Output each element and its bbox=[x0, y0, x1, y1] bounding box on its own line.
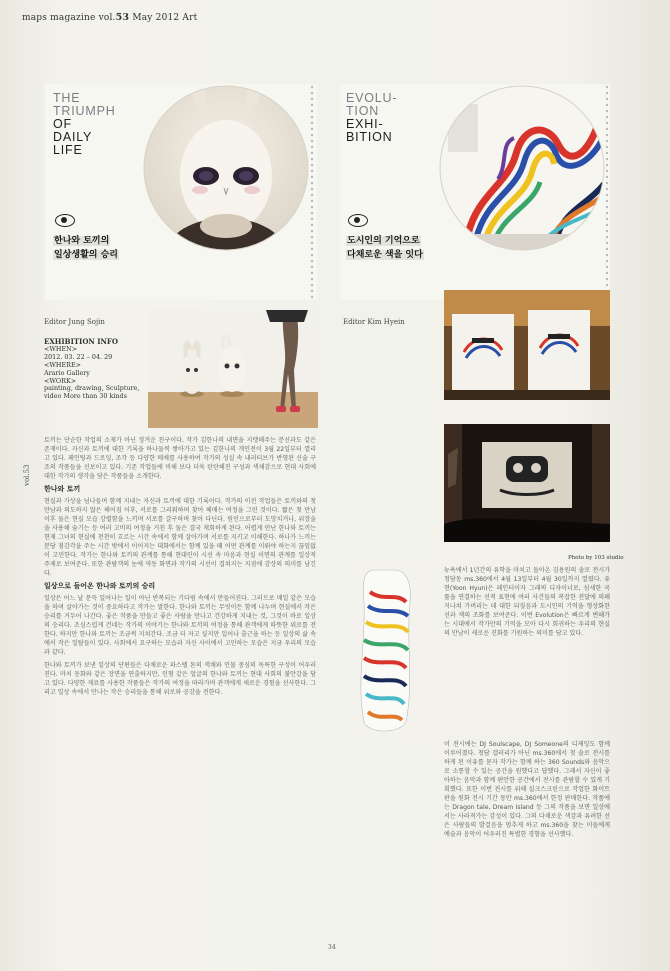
volume-label: vol.53 bbox=[23, 464, 31, 486]
right-feature-title: EVOLU- TION EXHI- BITION bbox=[346, 91, 398, 144]
photo-credit: Photo by 103 studio bbox=[568, 555, 624, 561]
rabbit-girl-artwork bbox=[142, 84, 310, 252]
decorative-dots bbox=[309, 84, 315, 300]
right-feature-card bbox=[340, 84, 610, 300]
decorative-dots bbox=[604, 84, 610, 300]
exhibition-info: EXHIBITION INFO <WHEN> 2012. 03. 22 – 04. 29 <WHERE> Arario Gallery <WORK> painting, drawing, Sculpture, video More than 30 kinds bbox=[44, 337, 140, 401]
eye-icon bbox=[348, 214, 368, 227]
tall-swirl-artwork bbox=[344, 562, 434, 740]
swirl-artwork bbox=[438, 84, 606, 252]
right-article-body: 이 전시에는 DJ Soulscape, DJ Someone의 디제잉도 함께 이루어졌다. 청담 갤러리가 아닌 ms.360에서 첫 솔로 전시를 하게 된 이유를 묻자 작가는 함께 하는 360 Sounds와 음악으로 소통할 수 있는 공간을 원했다고 답했다. 그래서 자신이 좋아하는 음악과 함께 편안한 공간에서 전시를 관람할 수 있게 기획했다. 또한 이번 전시를 위해 실크스크린으로 작업한 화이트 판을 원화 전시 기간 동안 ms.360에서 한정 판매한다. 작품에는 Dragon tale, Dream Island 등 그의 작품을 보면 일상에서는 사라져가는 감성이 있다. 그의 다채로운 색감과 유려한 선은 사람들의 발걸음을 멈추게 하고 ms.360을 찾는 이들에게 예술과 음악이 어우러진 특별한 경험을 선사했다. bbox=[444, 741, 610, 838]
right-korean-headline: 도시인의 기억으로 다채로운 색을 잇다 bbox=[347, 236, 423, 260]
page-number: 34 bbox=[328, 944, 336, 951]
left-article-body: 토끼는 단순한 작업의 소재가 아닌 정겨운 친구이다. 작가 김한나의 내면을 지탱해주는 분신과도 같은 존재이다. 자신과 토끼에 대한 기록을 하나둘씩 쌓아가고 있는 김한나의 개인전이 3월 22일부터 열리고 있다. 페인팅과 드로잉, 조각 등 다양한 매체를 사용하여 작가의 성실 속 내러티브가 반영된 신술 구조의 작품들을 선보이고 있다. 기존 작업들에 비해 보다 더욱 탄탄해진 구성과 색채감으로 현대 사회에 대한 작가의 생각을 담은 작품들을 소개한다. 한나와 토끼 현실과 가상을 넘나들며 함께 지내는 자신과 토끼에 대한 기록이다. 작가의 이전 작업들은 토끼와의 첫 만남과 의도하지 않은 헤어짐 이후, 서로를 그리워하며 찾아 헤매는 여정을 그린 것이다. 짧은 첫 만남 이후 둘은 현실 모습 강렬함을 느끼며 서로를 갈구하며 찾아 다닌다. 원인으로부터 도망치거나, 위장술을 사용해 숨기는 등 여러 고비의 여정을 거친 후 둘은 결국 재회하게 된다. 어렵게 만난 한나와 토끼는 현재 그녀의 현실에 천천히 흐르는 시간 속에서 함께 살아가며 서로를 지키고 이해한다. 하나가 느끼는 분당 점감각을 주는 시간 밖에서 이어지는 대화에서는 함께 있을 때 어떤 관계를 이뤄야 하는지 끊임없이 고민한다. 작가는 한나와 토끼의 관계를 통해 현대인이 시선 속 마음과 현실 이면의 관계를 일상적 주제로 보여준다. 또한 관람객의 눈에 역동 화면과 작가의 시선이 겹쳐지는 지점에 감상의 의미를 남긴다. 일상으로 들어온 한나와 토끼의 승리 일상은 어느 날 문득 일어나는 일이 아닌 반복되는 기다림 속에서 만들어진다. 그러므로 매일 같은 모습을 하며 살아가는 것이 중요하다고 작가는 말한다. 한나와 토끼는 무엇이든 함께 나누며 현실에서 작은 승리를 거두어 나간다. 좋은 작품을 만들고 좋은 사람을 만나고 건강하게 지내는 것, 그것이 바로 일상의 승리다. 조심스럽게 건네는 작가의 이야기는 한나와 토끼의 여정을 통해 관객에게 따뜻한 위로를 전한다. 하지만 한나와 토끼는 조금씩 지쳐간다. 조금 더 자고 싶지만 일어나 출근을 하는 등 일상의 삶 속에서 작은 일탈들이 있다. 사회에서 요구하는 모습과 자신 사이에서 고민하는 모습은 지금 우리의 모습과 같다. 한나와 토끼가 보낸 일상의 단편들은 다채로운 파스텔 톤의 색채와 인물 중심의 독특한 구성이 어우러진다. 마치 동화와 같은 장면을 연출하지만, 인형 같은 얼굴의 한나와 토끼는 현대 사회의 불안감을 담고 있다. 다양한 재료를 사용한 작품들은 작가의 여정을 따라가며 관객에게 새로운 경험을 선사한다. 그리고 일상 속에서 만나는 작은 승리들을 통해 위로와 공감을 전한다. bbox=[44, 437, 316, 696]
left-feature-title: THE TRIUMPH OF DAILY LIFE bbox=[53, 91, 116, 157]
exhibition-posters-photo bbox=[444, 290, 610, 400]
right-editor-credit: Editor Kim Hyein bbox=[343, 318, 405, 326]
eye-icon bbox=[55, 214, 75, 227]
left-editor-credit: Editor Jung Sojin bbox=[44, 318, 105, 326]
sculpture-photo bbox=[148, 310, 318, 428]
left-korean-headline: 한나와 토끼의 일상생활의 승리 bbox=[54, 236, 118, 260]
masthead: maps magazine vol.53 May 2012 Art bbox=[22, 12, 198, 23]
left-feature-card bbox=[45, 84, 317, 300]
projection-room-photo bbox=[444, 424, 610, 542]
right-article-body-top: 뉴욕에서 1년간의 유학을 마치고 돌아온 김용원의 솔로 전시가 청담동 ms.360에서 4월 13일부터 4월 30일까지 열렸다. 유현(Yoon Hyun)은 페인터이자 그래픽 디자이너로, 섬세한 곡률을 연결하는 선적 표현에 여러 사건들의 복잡한 전달에 의해 지나쳐 가버리는 데 대한 되짚음과 도시인의 기억을 형상화한 선과 색의 조화를 보여준다. 이번 Evolution은 빠르게 변해가는 시대에서 작가만의 기억을 모아 다시 회귀하는 우리의 현실의 만남이 새로운 진화를 기원하는 의미를 담고 있다. bbox=[444, 567, 610, 637]
